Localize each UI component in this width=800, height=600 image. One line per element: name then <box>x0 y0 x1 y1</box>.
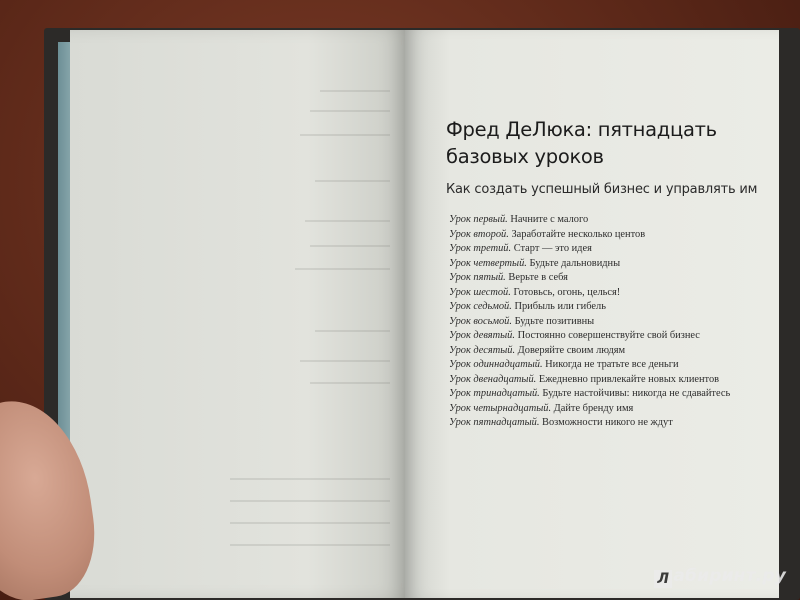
page-title: Фред ДеЛюка: пятнадцать базовых уроков <box>446 118 717 168</box>
lesson-label: Урок десятый. <box>449 344 516 356</box>
lesson-label: Урок второй. <box>449 228 509 240</box>
lesson-item <box>449 358 759 373</box>
lesson-label: Урок четвертый. <box>449 257 527 269</box>
lesson-text: Начните с малого <box>510 214 589 225</box>
lesson-text: Будьте настойчивы: никогда не сдавайтесь <box>542 388 731 399</box>
watermark-logo-mark: Л <box>654 570 672 588</box>
lesson-text: Верьте в себя <box>508 272 568 283</box>
lesson-item <box>449 373 759 388</box>
lesson-text: Прибыль или гибель <box>514 301 606 312</box>
lesson-item <box>449 213 759 228</box>
lesson-item <box>449 300 759 315</box>
lesson-item <box>449 344 759 359</box>
lesson-label: Урок шестой. <box>449 286 511 298</box>
watermark-text: абиринт.ру <box>673 566 786 586</box>
lesson-text: Готовьсь, огонь, целься! <box>513 286 621 298</box>
lesson-item <box>449 228 759 243</box>
lesson-label: Урок девятый. <box>449 330 515 341</box>
lesson-label: Урок одиннадцатый. <box>449 359 543 370</box>
lesson-label: Урок двенадцатый. <box>449 373 537 385</box>
show-through-line <box>320 90 390 92</box>
show-through-line <box>305 220 390 222</box>
lesson-label: Урок пятнадцатый. <box>449 417 540 428</box>
lesson-label: Урок третий. <box>449 243 512 254</box>
show-through-line <box>230 478 390 480</box>
lesson-label: Урок восьмой. <box>449 315 512 327</box>
lesson-text: Будьте позитивны <box>514 315 595 327</box>
lesson-text: Старт — это идея <box>513 243 592 254</box>
lesson-item <box>449 402 759 417</box>
lesson-text: Дайте бренду имя <box>553 402 634 414</box>
show-through-line <box>310 382 390 384</box>
lesson-text: Никогда не тратьте все деньги <box>545 359 679 370</box>
watermark <box>654 566 786 588</box>
lesson-item <box>449 271 759 286</box>
show-through-line <box>300 360 390 362</box>
lesson-label: Урок четырнадцатый. <box>449 402 552 414</box>
lesson-item <box>449 329 759 344</box>
lesson-text: Постоянно совершенствуйте свой бизнес <box>517 330 700 341</box>
left-page <box>70 30 410 598</box>
page-subtitle: Как создать успешный бизнес и управлять им <box>446 182 758 197</box>
lesson-item <box>449 416 759 431</box>
lesson-text: Доверяйте своим людям <box>517 344 626 356</box>
show-through-line <box>300 134 390 136</box>
lessons-list <box>449 213 759 431</box>
lesson-item <box>449 242 759 257</box>
lesson-item <box>449 286 759 301</box>
lesson-label: Урок пятый. <box>449 272 506 283</box>
lesson-item <box>449 387 759 402</box>
show-through-line <box>310 110 390 112</box>
lesson-label: Урок первый. <box>449 214 508 225</box>
lesson-label: Урок седьмой. <box>449 301 512 312</box>
show-through-line <box>230 522 390 524</box>
lesson-item <box>449 257 759 272</box>
show-through-line <box>230 500 390 502</box>
lesson-text: Заработайте несколько центов <box>511 228 646 240</box>
lesson-text: Возможности никого не ждут <box>542 417 673 428</box>
lesson-label: Урок тринадцатый. <box>449 388 540 399</box>
show-through-line <box>315 330 390 332</box>
show-through-line <box>230 544 390 546</box>
lesson-text: Ежедневно привлекайте новых клиентов <box>538 373 720 385</box>
right-page <box>405 30 779 598</box>
show-through-line <box>295 268 390 270</box>
show-through-line <box>315 180 390 182</box>
lesson-item <box>449 315 759 330</box>
lesson-text: Будьте дальновидны <box>529 257 621 269</box>
show-through-line <box>310 245 390 247</box>
